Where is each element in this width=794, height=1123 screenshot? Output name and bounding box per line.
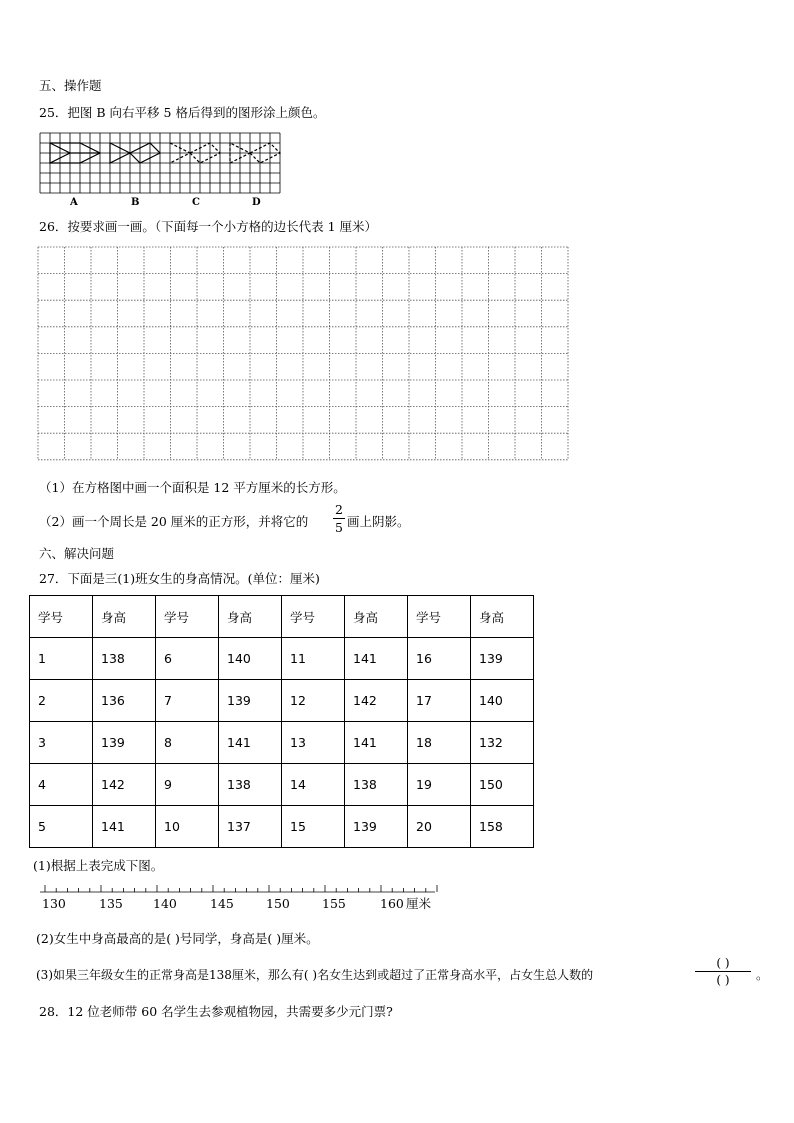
table-cell: 18 [408, 722, 471, 764]
table-row [30, 638, 534, 680]
table-cell: 14 [282, 764, 345, 806]
label-c: C [192, 197, 200, 208]
table-cell: 4 [30, 764, 93, 806]
header-cell: 学号 [408, 596, 471, 638]
table-cell: 141 [345, 722, 408, 764]
table-cell: 137 [219, 806, 282, 848]
table-row [30, 764, 534, 806]
question-27-part-3-end: 。 [756, 967, 769, 982]
dotted-square-grid [38, 247, 570, 461]
tick-label-155: 155 [322, 896, 346, 911]
header-cell: 学号 [30, 596, 93, 638]
table-cell: 3 [30, 722, 93, 764]
table-cell: 2 [30, 680, 93, 722]
question-25: 25．把图 B 向右平移 5 格后得到的图形涂上颜色。 [39, 105, 326, 120]
table-cell: 19 [408, 764, 471, 806]
question-27-part-1: (1)根据上表完成下图。 [33, 858, 164, 873]
table-cell: 12 [282, 680, 345, 722]
label-b: B [131, 197, 140, 208]
table-cell: 17 [408, 680, 471, 722]
number-line [40, 882, 440, 896]
table-row [30, 722, 534, 764]
table-cell: 5 [30, 806, 93, 848]
header-cell: 学号 [282, 596, 345, 638]
table-cell: 140 [219, 638, 282, 680]
section-title-5: 五、操作题 [39, 78, 102, 93]
tick-label-150: 150 [266, 896, 290, 911]
table-cell: 138 [93, 638, 156, 680]
question-27-part-2: (2)女生中身高最高的是( )号同学，身高是( )厘米。 [36, 931, 319, 946]
header-cell: 身高 [93, 596, 156, 638]
translation-grid-figure [40, 133, 282, 193]
table-cell: 136 [93, 680, 156, 722]
table-cell: 11 [282, 638, 345, 680]
table-cell: 141 [345, 638, 408, 680]
question-28: 28．12 位老师带 60 名学生去参观植物园，共需要多少元门票? [39, 1004, 393, 1019]
header-cell: 学号 [156, 596, 219, 638]
table-cell: 138 [219, 764, 282, 806]
height-table [29, 595, 534, 848]
table-cell: 6 [156, 638, 219, 680]
axis-unit: 厘米 [406, 896, 432, 911]
header-cell: 身高 [345, 596, 408, 638]
table-cell: 20 [408, 806, 471, 848]
table-header-row [30, 596, 534, 638]
table-cell: 139 [471, 638, 534, 680]
answer-fraction-bar [695, 971, 751, 972]
table-cell: 138 [345, 764, 408, 806]
table-cell: 141 [219, 722, 282, 764]
fraction-denominator: 5 [335, 520, 343, 535]
answer-fraction-denominator: ( ) [716, 973, 730, 987]
label-a: A [70, 197, 78, 208]
table-cell: 7 [156, 680, 219, 722]
question-27: 27．下面是三(1)班女生的身高情况。(单位：厘米) [39, 571, 320, 586]
table-cell: 15 [282, 806, 345, 848]
table-cell: 16 [408, 638, 471, 680]
table-cell: 10 [156, 806, 219, 848]
table-cell: 139 [93, 722, 156, 764]
question-26-part-2-end: 画上阴影。 [347, 514, 410, 529]
question-26-part-2: （2）画一个周长是 20 厘米的正方形，并将它的 [39, 514, 309, 529]
label-d: D [252, 197, 261, 208]
question-26-part-1: （1）在方格图中画一个面积是 12 平方厘米的长方形。 [39, 480, 346, 495]
tick-label-160: 160 [380, 896, 404, 911]
table-cell: 140 [471, 680, 534, 722]
table-cell: 139 [219, 680, 282, 722]
question-26: 26．按要求画一画。（下面每一个小方格的边长代表 1 厘米） [39, 219, 378, 234]
tick-label-130: 130 [42, 896, 66, 911]
table-cell: 132 [471, 722, 534, 764]
fraction-two-fifths [333, 502, 345, 535]
table-cell: 150 [471, 764, 534, 806]
tick-label-140: 140 [153, 896, 177, 911]
section-title-6: 六、解决问题 [39, 546, 115, 561]
table-cell: 139 [345, 806, 408, 848]
answer-fraction-numerator: ( ) [716, 956, 730, 970]
table-cell: 158 [471, 806, 534, 848]
header-cell: 身高 [219, 596, 282, 638]
question-27-part-3: (3)如果三年级女生的正常身高是138厘米，那么有( )名女生达到或超过了正常身高水平，占女生总人数的 [36, 968, 594, 982]
table-cell: 141 [93, 806, 156, 848]
table-cell: 1 [30, 638, 93, 680]
tick-label-145: 145 [210, 896, 234, 911]
fraction-bar [333, 518, 345, 519]
table-cell: 8 [156, 722, 219, 764]
fraction-numerator: 2 [335, 502, 343, 517]
header-cell: 身高 [471, 596, 534, 638]
answer-fraction [695, 956, 751, 987]
table-cell: 142 [93, 764, 156, 806]
table-cell: 9 [156, 764, 219, 806]
tick-label-135: 135 [99, 896, 123, 911]
table-cell: 13 [282, 722, 345, 764]
table-cell: 142 [345, 680, 408, 722]
table-row [30, 680, 534, 722]
table-row [30, 806, 534, 848]
